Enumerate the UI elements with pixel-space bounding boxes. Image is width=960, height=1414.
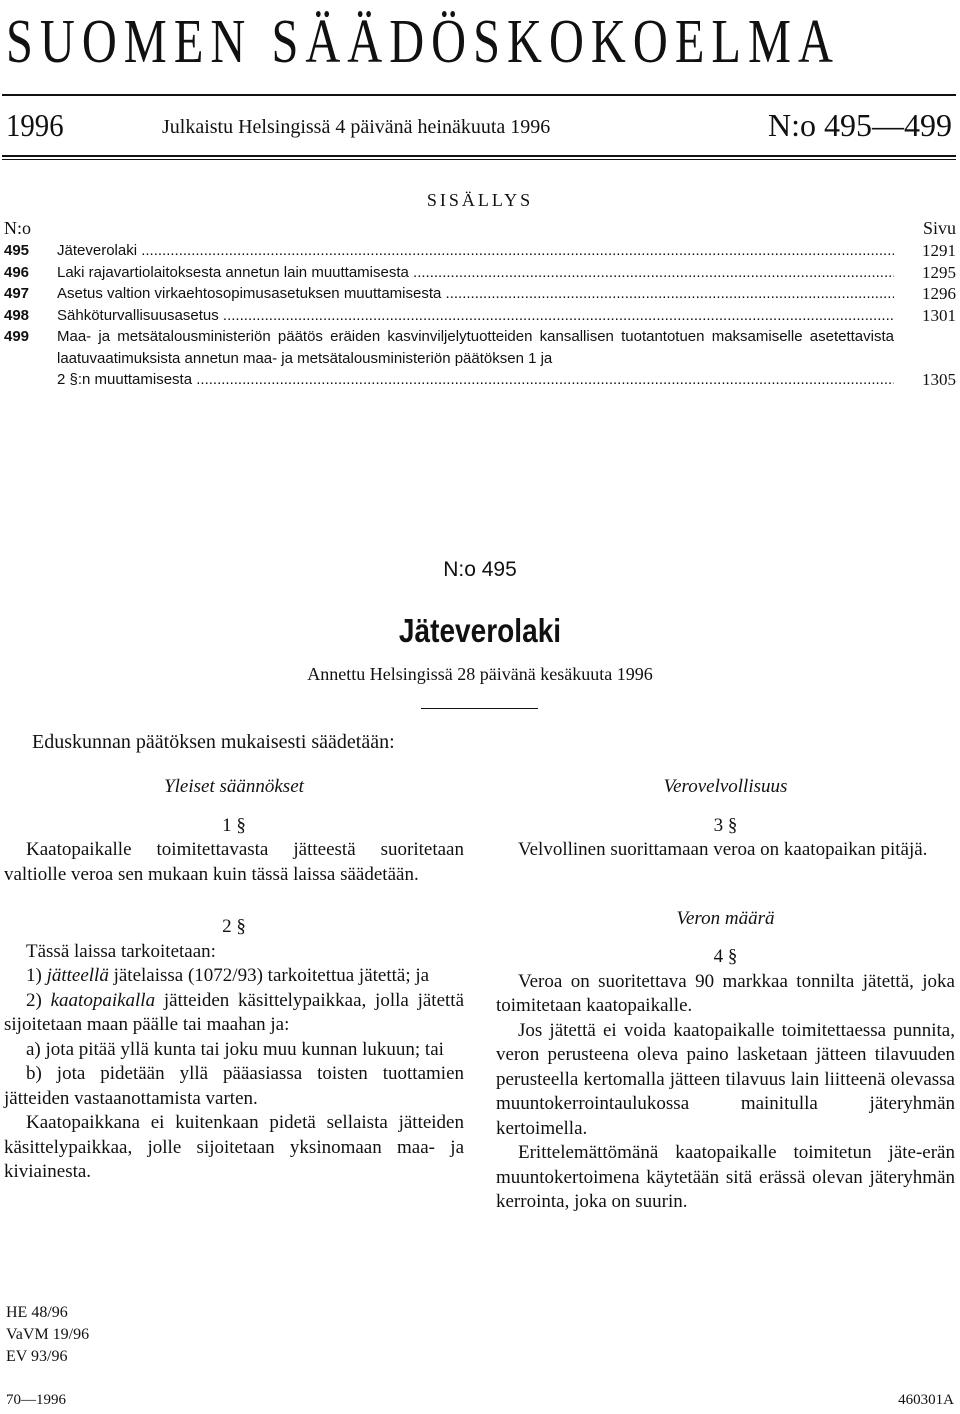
section-label: 3 § [713,814,738,836]
footer-code-left: 70—1996 [6,1392,66,1408]
definition-subitem: b) jota pidetään yllä pääasiassa toisten tuottamien jätteiden vastaanottamista varten. [4,1063,464,1109]
footer-code-right: 460301A [898,1392,954,1408]
act-number: N:o 495 [443,558,517,581]
section-text: Tässä laissa tarkoitetaan: [26,940,216,962]
section-text: Jos jätettä ei voida kaatopaikalle toimitettaessa punnita, veron perusteena oleva paino lasketaan jätteen tilavuuden perusteella kertomalla jätteen tilavuus lain liitteenä olevassa muuntokerrointaulukossa mainitulla jäteryhmän kertoimella. [496,1019,955,1139]
toc-entry[interactable] [4,240,956,262]
masthead-rule-bottom [2,155,956,157]
toc-entry-page: 1295 [922,262,956,282]
act-given-date: Annettu Helsingissä 28 päivänä kesäkuuta 1996 [307,664,653,684]
masthead-rule-top [2,94,956,96]
toc-entry-continued[interactable] [4,369,956,391]
definition-subitem: a) jota pitää yllä kunta tai joku muu kunnan lukuun; tai [26,1038,444,1060]
definition-item: 1) jätteellä jätelaissa (1072/93) tarkoitettua jätettä; ja [26,965,430,986]
toc-entry-page: 1291 [922,241,956,260]
definition-item: 2) kaatopaikalla jätteiden käsittelypaikkaa, jolla jätettä sijoitetaan maan päälle tai maahan ja: [4,989,464,1035]
section-label: 2 § [222,916,246,937]
toc-entry-title: Laki rajavartiolaitoksesta annetun lain muuttamisesta ..... [57,262,894,284]
toc-entry-title: Sähköturvallisuusasetus ..... [57,305,894,327]
left-column [4,775,464,1185]
masthead-rule-bottom-thin [2,159,956,160]
toc-entry[interactable] [4,262,956,284]
toc-entry-title-cont: 2 §:n muuttamisesta ..... [57,369,894,391]
toc-entry-number: 498 [4,306,30,324]
toc-entry-title: Jäteverolaki ..... [57,240,894,262]
publication-info: Julkaistu Helsingissä 4 päivänä heinäkuuta 1996 [162,116,551,138]
toc-entry-title: Asetus valtion virkaehtosopimusasetuksen muuttamisesta ..... [57,283,894,305]
enactment-clause: Eduskunnan päätöksen mukaisesti säädetään: [32,731,395,753]
section-text: Kaatopaikalle toimitettavasta jätteestä suoritetaan valtiolle veroa sen mukaan kuin tässä laissa säädetään. [4,839,464,885]
section-text: Erittelemättömänä kaatopaikalle toimitetun jäte-erän muuntokertoimena käytetään sitä erässä olevan jäteryhmän kerrointa, joka on suurin. [496,1142,955,1212]
reference: EV 93/96 [6,1348,68,1365]
toc-entry-number: 496 [4,263,30,281]
toc-entry[interactable] [4,305,956,327]
section-label: 1 § [222,814,246,836]
toc-entry-number: 497 [4,285,30,302]
section-text: Kaatopaikkana ei kuitenkaan pidetä sellaista jätteiden käsittelypaikkaa, jolle sijoitetaan yksinomaan maa- ja kiviainesta. [4,1112,464,1182]
toc-entry-title: Maa- ja metsätalousministeriön päätös eräiden kasvinviljelytuotteiden kansallisen tuotantotuen maksamiselle asetettavista laatuvaatimuksista annetun maa- ja metsätalousministeriön päätöksen 1 ja [57,328,894,367]
issue-year: 1996 [6,107,64,143]
issue-number-range: N:o 495—499 [768,107,952,143]
toc-entry-page: 1305 [922,370,956,389]
toc-entry-page: 1296 [922,284,956,303]
toc-entry-page: 1301 [922,305,956,325]
section-text: Velvollinen suorittamaan veroa on kaatopaikan pitäjä. [518,839,928,860]
masthead-title: SUOMEN SÄÄDÖSKOKOELMA [6,8,840,76]
right-column [496,775,955,1215]
toc-col-page: Sivu [922,218,956,238]
section-heading: Yleiset säännökset [164,776,304,797]
section-heading: Verovelvollisuus [663,776,788,797]
section-heading: Veron määrä [676,907,775,929]
section-text: Veroa on suoritettava 90 markkaa tonnilta jätettä, joka toimitetaan kaatopaikalle. [496,970,955,1016]
toc-col-number: N:o [4,218,31,238]
title-divider [421,708,538,709]
toc-entry[interactable] [4,283,956,305]
reference: HE 48/96 [6,1304,68,1321]
toc-entry[interactable] [4,326,956,369]
toc-title: SISÄLLYS [426,190,534,210]
legislative-references [6,1302,89,1368]
act-title: Jäteverolaki [398,612,562,649]
reference: VaVM 19/96 [6,1326,90,1343]
section-label: 4 § [713,946,738,967]
toc-entry-number: 499 [4,328,30,345]
table-of-contents [4,240,956,391]
toc-header [4,218,956,239]
toc-entry-number: 495 [4,242,30,259]
